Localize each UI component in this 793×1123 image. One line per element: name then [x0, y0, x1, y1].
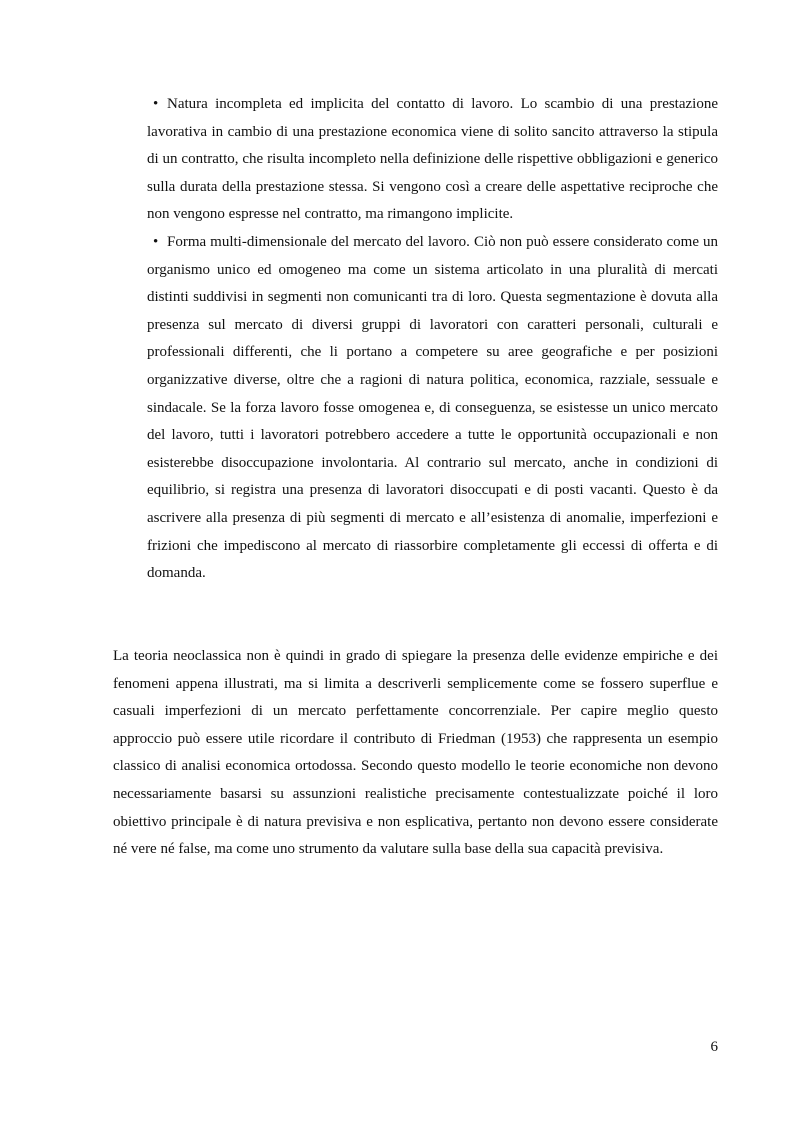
body-paragraph: La teoria neoclassica non è quindi in grado di spiegare la presenza delle evidenze empiriche e dei fenomeni appena illustrati, ma si limita a descriverli semplicemente come se fossero superflue e casuali imperfezioni di un mercato perfettamente concorrenziale. Per capire meglio questo approccio può essere utile ricordare il contributo di Friedman (1953) che rappresenta un esempio classico di analisi economica ortodossa. Secondo questo modello le teorie economiche non devono necessariamente basarsi su assunzioni realistiche precisamente contestualizzate poiché il loro obiettivo principale è di natura previsiva e non esplicativa, pertanto non devono essere considerate né vere né false, ma come uno strumento da valutare sulla base della sua capacità previsiva.: [113, 648, 718, 858]
bullet-marker: •: [153, 233, 159, 250]
bullet-marker: •: [153, 96, 159, 112]
page-number: 6: [710, 1039, 718, 1055]
bullet-text-market: Forma multi-dimensionale del mercato del lavoro. Ciò non può essere considerato come un organismo unico ed omogeneo ma come un sistema articolato in una pluralità di mercati distinti suddivisi in segmenti non comunicanti tra di loro. Questa segmentazione è dovuta alla presenza sul mercato di diversi gruppi di lavoratori con caratteri personali, culturali e professionali differenti, che li portano a competere su aree geografiche e per posizioni organizzative diverse, oltre che a ragioni di natura politica, economica, razziale, sessuale e sindacale. Se la forza lavoro fosse omogenea e, di conseguenza, se esistesse un unico mercato del lavoro, tutti i lavoratori potrebbero accedere a tutte le opportunità occupazionali e non esisterebbe disoccupazione involontaria. Al contrario sul mercato, anche in condizioni di equilibrio, si registra una presenza di lavoratori disoccupati e di posti vacanti. Questo è da ascrivere alla presenza di più segmenti di mercato e all’esistenza di anomalie, imperfezioni e frizioni che impediscono al mercato di riassorbire completamente gli eccessi di offerta e di domanda.: [147, 233, 718, 582]
bullet-list: [147, 91, 718, 588]
bullet-text-contract: Natura incompleta ed implicita del contatto di lavoro. Lo scambio di una prestazione lavorativa in cambio di una prestazione economica viene di solito sancito attraverso la stipula di un contratto, che risulta incompleto nella definizione delle rispettive obbligazioni e generico sulla durata della prestazione stessa. Si vengono così a creare delle aspettative reciproche che non vengono espresse nel contratto, ma rimangono implicite.: [147, 96, 718, 223]
bullet-item-contract: [147, 91, 718, 229]
bullet-item-market: [147, 229, 718, 588]
